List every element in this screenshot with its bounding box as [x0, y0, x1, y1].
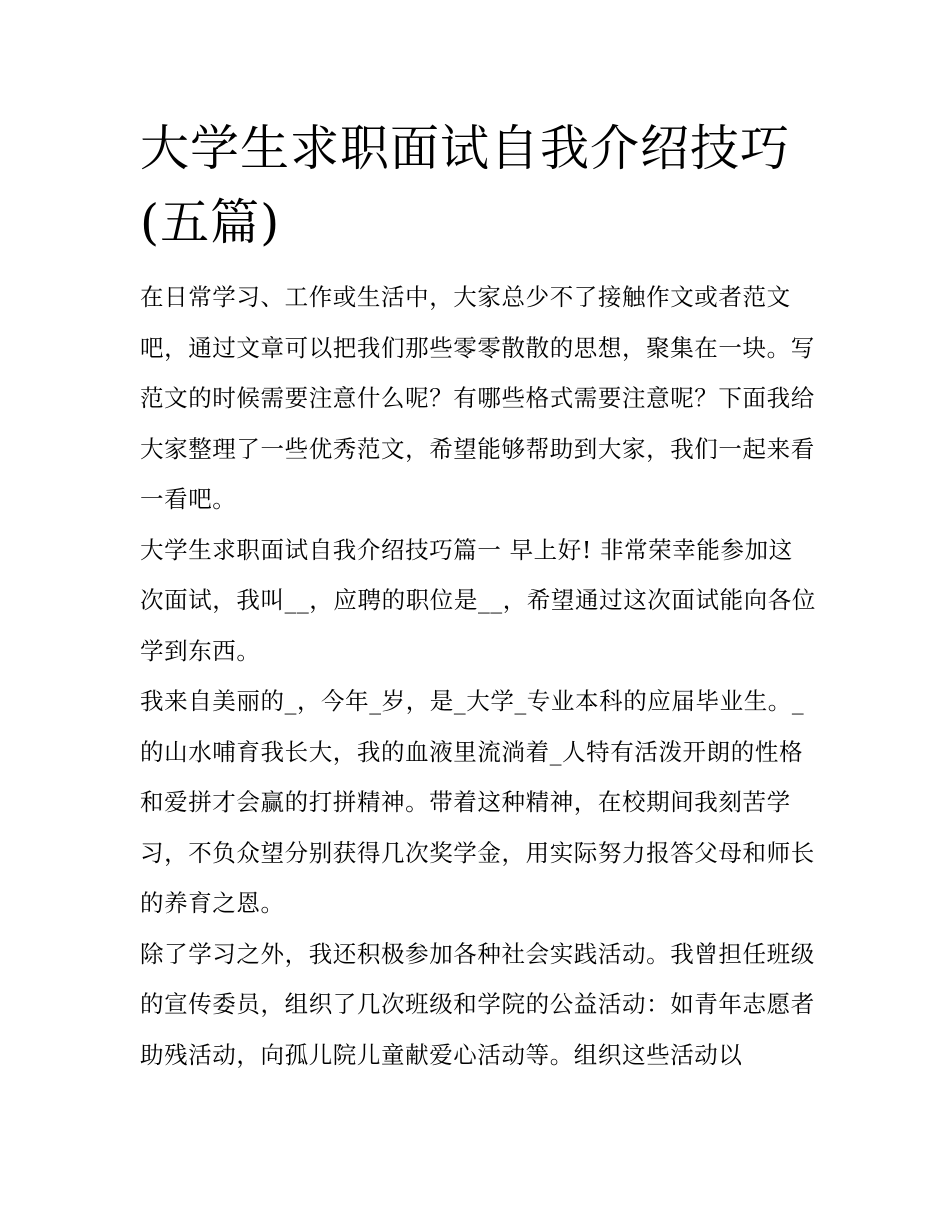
- document-body: [140, 112, 816, 1080]
- paragraph-intro: 在日常学习、工作或生活中，大家总少不了接触作文或者范文吧，通过文章可以把我们那些零零散散的思想，聚集在一块。写范文的时候需要注意什么呢？有哪些格式需要注意呢？下面我给大家整理了一些优秀范文，希望能够帮助到大家，我们一起来看一看吧。: [140, 283, 815, 513]
- paragraph-activities: 除了学习之外，我还积极参加各种社会实践活动。我曾担任班级的宣传委员，组织了几次班级和学院的公益活动：如青年志愿者助残活动，向孤儿院儿童献爱心活动等。组织这些活动以: [140, 939, 815, 1069]
- paragraph-background: 我来自美丽的_，今年_岁，是_大学_专业本科的应届毕业生。_的山水哺育我长大，我的血液里流淌着_人特有活泼开朗的性格和爱拼才会赢的打拼精神。带着这种精神，在校期间我刻苦学习，不负众望分别获得几次奖学金，用实际努力报答父母和师长的养育之恩。: [140, 687, 815, 917]
- paragraph-greeting: 大学生求职面试自我介绍技巧篇一 早上好! 非常荣幸能参加这次面试，我叫__，应聘的职位是__，希望通过这次面试能向各位学到东西。: [140, 535, 816, 665]
- document-title: 大学生求职面试自我介绍技巧(五篇): [140, 120, 791, 251]
